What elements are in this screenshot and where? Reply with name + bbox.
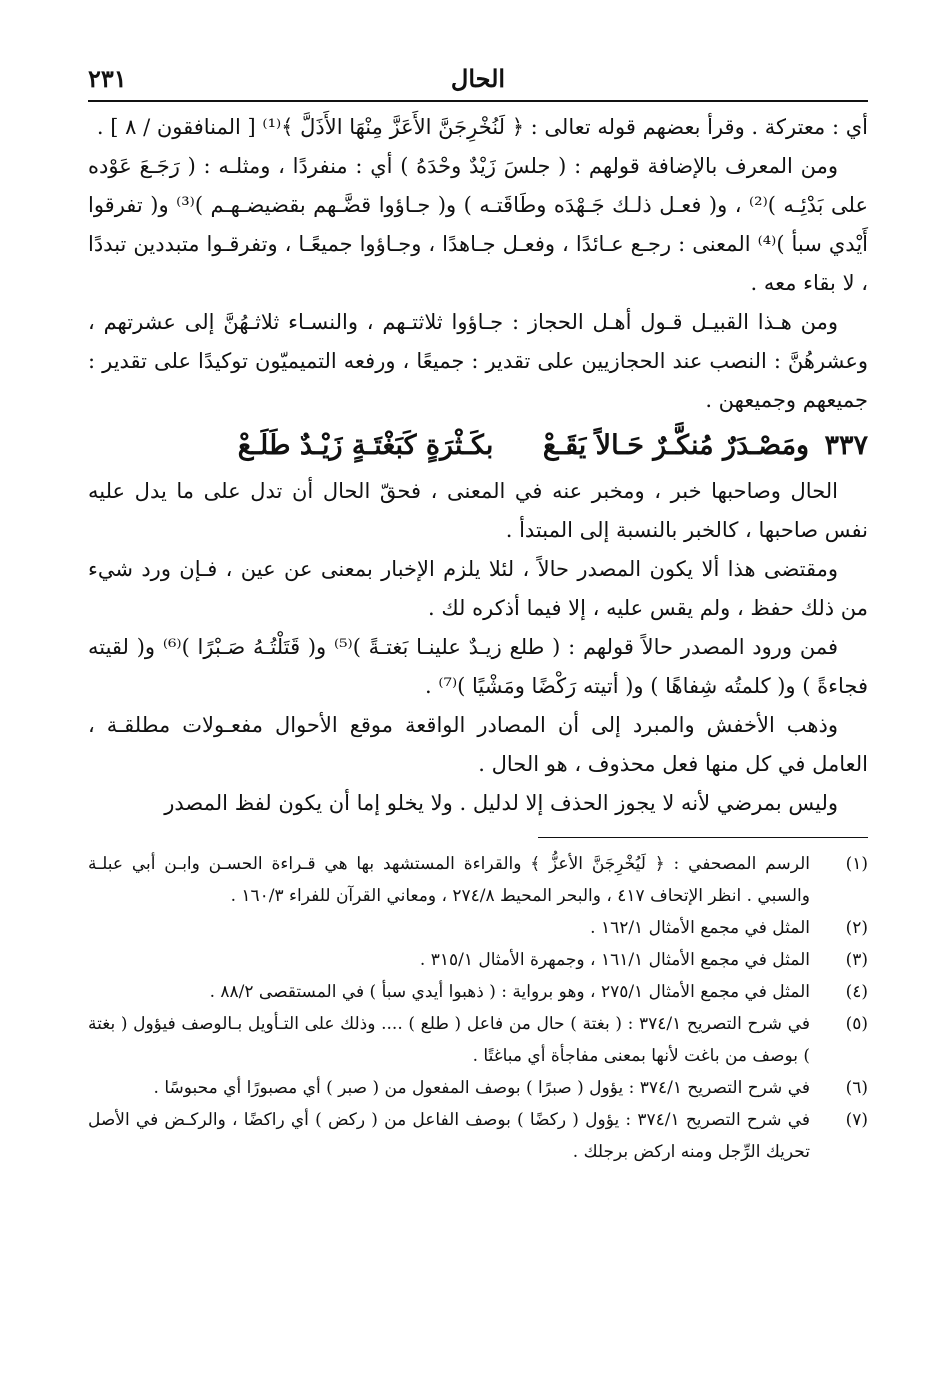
- footnote: [88, 848, 868, 912]
- book-page: [88, 62, 868, 1168]
- footnote-text: في شرح التصريح ٣٧٤/١ : يؤول ( صبرًا ) بوصف المفعول من ( صبر ) أي مصبورًا أي محبوسًا .: [153, 1078, 810, 1098]
- footnote: [88, 912, 868, 944]
- paragraph: ومقتضى هذا ألا يكون المصدر حالاً ، لئلا يلزم الإخبار بمعنى عن عين ، فـإن ورد شيء من ذلك حفظ ، ولم يقس عليه ، إلا فيما أذكره لك .: [88, 557, 868, 620]
- paragraph: ومن هـذا القبيـل قـول أهـل الحجاز : جـاؤوا ثلاثتـهم ، والنسـاء ثلاثـهُنَّ إلى عشرتهم ، وعشرهُنَّ : النصب عند الحجازيين على تقدير : جميعًا ، ورفعه التميميّون توكيدًا على تقدير : جميعهم وجميعهن .: [88, 310, 868, 412]
- footnote-number: (١): [845, 854, 868, 874]
- footnote-text: المثل في مجمع الأمثال ١٦١/١ ، وجمهرة الأمثال ٣١٥/١ .: [419, 950, 810, 970]
- footnote-text: في شرح التصريح ٣٧٤/١ : ( بغتة ) حال من فاعل ( طلع ) .... وذلك على التـأويل بـالوصف فيؤول ( بغتة ) بوصف من باغت لأنها بمعنى مفاجأة أي مباغتًا .: [88, 1014, 811, 1066]
- footnote-number: (٤): [845, 982, 868, 1002]
- footnote-number: (٦): [845, 1078, 868, 1098]
- main-text: [88, 108, 868, 823]
- verse-hemistich-second: بكَـثْرَةٍ كَبَغْتَـةٍ زَيْـدٌ طَلَـعْ: [237, 430, 494, 461]
- verse-line: [88, 422, 868, 470]
- footnote: [88, 1072, 868, 1104]
- page-header: [88, 62, 868, 102]
- paragraph: ومن المعرف بالإضافة قولهم : ( جلسَ زَيْدٌ وحْدَهُ ) أي : منفردًا ، ومثلـه : ( رَجَـعَ عَوْده على بَدْئِـه )⁽²⁾ ، و( فعـل ذلـك جَـهْدَه وطَاقَتـه ) و( جـاؤوا قضَّـهم بقضيضـهـم )⁽³⁾ و( تفرقوا أَيْدي سبأ )⁽⁴⁾ المعنى : رجـع عـائدًا ، وفعـل جـاهدًا ، وجـاؤوا جميعًـا ، وتفرقـوا متبددين تبددًا ، لا بقاء معه .: [88, 154, 869, 295]
- footnote: [88, 944, 868, 976]
- footnotes: [88, 848, 868, 1168]
- footnote-text: المثل في مجمع الأمثال ١٦٢/١ .: [590, 918, 810, 938]
- footnote-text: الرسم المصحفي : ﴿ لَيُخْرِجَنَّ الأعزُّ ﴾ والقراءة المستشهد بها هي قـراءة الحسـن وابـن أبي عبلـة والسبي . انظر الإتحاف ٤١٧ ، والبحر المحيط ٢٧٤/٨ ، ومعاني القرآن للفراء ١٦٠/٣ .: [88, 854, 810, 906]
- paragraph: أي : معتركة . وقرأ بعضهم قوله تعالى : ﴿ لَنُخْرِجَنَّ الأَعَزَّ مِنْهَا الأَذَلَّ ﴾⁽¹⁾ [ المنافقون / ٨ ] .: [96, 115, 868, 139]
- paragraph: وليس بمرضي لأنه لا يجوز الحذف إلا لدليل . ولا يخلو إما أن يكون لفظ المصدر: [164, 791, 838, 815]
- footnote: [88, 976, 868, 1008]
- paragraph: الحال وصاحبها خبر ، ومخبر عنه في المعنى ، فحقّ الحال أن تدل على ما يدل عليه نفس صاحبها ، كالخبر بالنسبة إلى المبتدأ .: [88, 479, 868, 542]
- footnote-number: (٢): [845, 918, 868, 938]
- footnote-number: (٥): [845, 1014, 868, 1034]
- verse-number: ٣٣٧: [824, 430, 868, 461]
- paragraph: وذهب الأخفش والمبرد إلى أن المصادر الواقعة موقع الأحوال مفعـولات مطلقـة ، العامل في كل منها فعل محذوف ، هو الحال .: [88, 713, 868, 776]
- page-number: ٢٣١: [88, 64, 127, 93]
- footnote-number: (٧): [845, 1110, 868, 1130]
- footnote-text: المثل في مجمع الأمثال ٢٧٥/١ ، وهو برواية : ( ذهبوا أيدي سبأ ) في المستقصى ٨٨/٢ .: [209, 982, 810, 1002]
- chapter-title: الحال: [450, 64, 506, 93]
- footnote-text: في شرح التصريح ٣٧٤/١ : يؤول ( ركضًا ) بوصف الفاعل من ( ركض ) أي راكضًا ، والركـض في الأصل تحريك الرِّجل ومنه اركض برجلك .: [88, 1110, 810, 1162]
- footnote-number: (٣): [845, 950, 868, 970]
- footnote: [88, 1008, 868, 1072]
- paragraph: فمن ورود المصدر حالاً قولهم : ( طلع زيـدٌ علينـا بَغتـةً )⁽⁵⁾ و( قَتَلْتُـهُ صَـبْرًا )⁽⁶⁾ و( لقيته فجاءةً ) و( كلمتُه شِفاهًا ) و( أتيته رَكْضًا ومَشْيًا )⁽⁷⁾ .: [88, 635, 868, 698]
- footnote: [88, 1104, 868, 1168]
- footnote-separator: [538, 837, 868, 838]
- verse-hemistich-first: ومَصْـدَرٌ مُنكَّـرٌ حَـالاً يَقَـعْ: [542, 430, 810, 461]
